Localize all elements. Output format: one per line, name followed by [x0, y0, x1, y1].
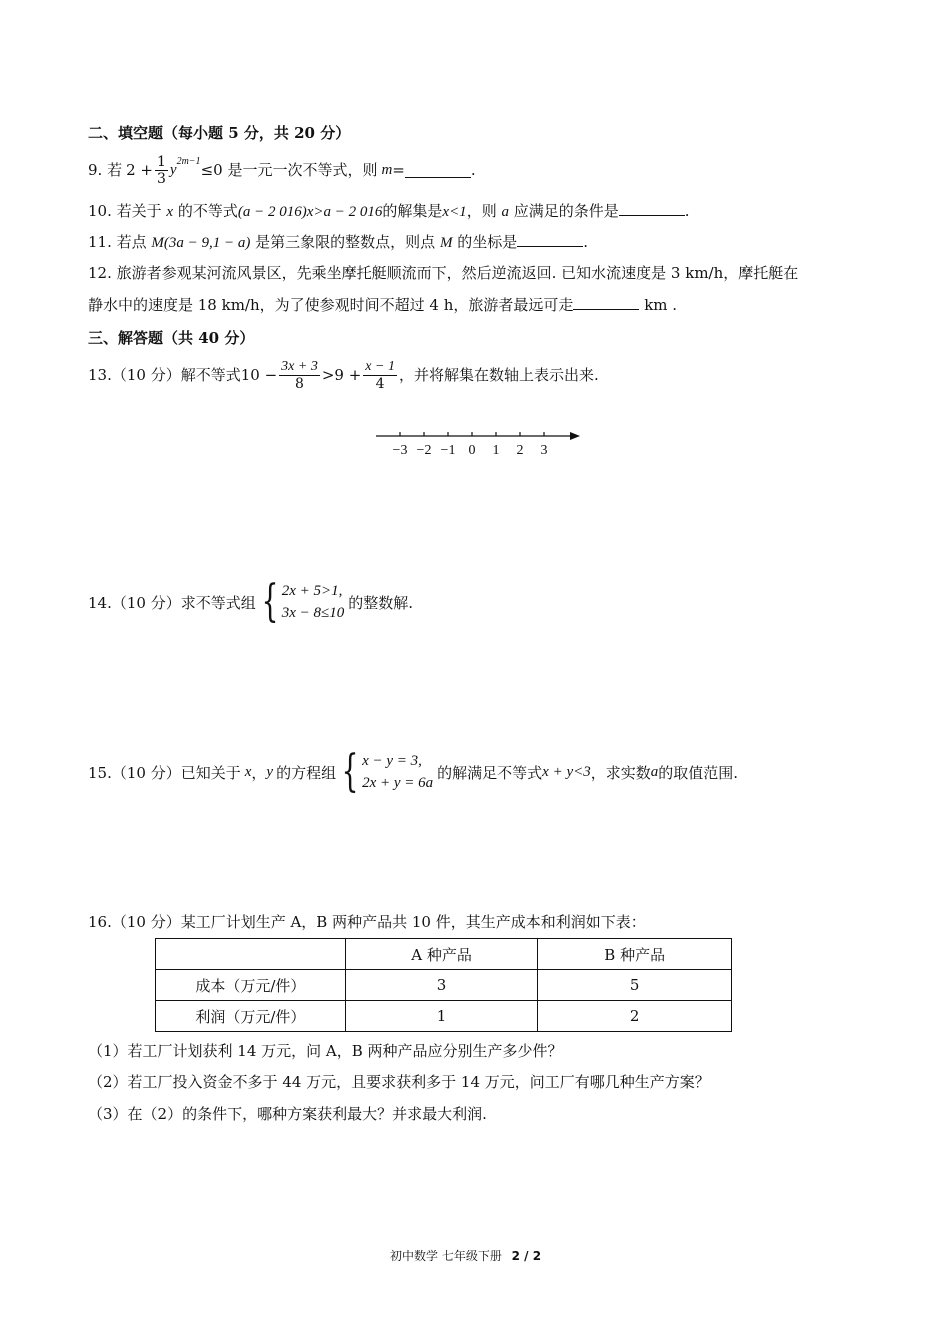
- q14-suffix: 的整数解.: [348, 593, 414, 612]
- q15-suffix-a: 的解满足不等式: [437, 763, 543, 782]
- q11-text-c: 的坐标是: [457, 233, 518, 251]
- question-9: [88, 152, 476, 188]
- q13-fraction-1: [279, 359, 320, 392]
- q9-frac-den: 3: [156, 170, 166, 187]
- q9-eq: =: [392, 161, 405, 179]
- q10-answer-blank[interactable]: [619, 201, 685, 216]
- q12-unit: km .: [644, 296, 678, 314]
- q13-prefix: 13.（10 分）解不等式: [88, 366, 241, 384]
- q13-fraction-2: [363, 359, 397, 392]
- q11-text-b: 是第三象限的整数点，则点: [255, 233, 436, 251]
- question-15: [88, 746, 739, 797]
- q13-f1-den: 8: [295, 375, 304, 392]
- q10-text-a: 10. 若关于: [88, 202, 162, 220]
- q14-brace: {: [261, 576, 279, 627]
- table-cell: 成本（万元/件）: [156, 970, 346, 1001]
- section-heading-fill-in: 二、填空题（每小题 5 分，共 20 分）: [88, 124, 351, 142]
- q15-comma: ，: [251, 763, 267, 782]
- q11-answer-blank[interactable]: [517, 232, 583, 247]
- q9-frac-num: 1: [156, 153, 166, 170]
- number-line-label: 0: [468, 443, 476, 458]
- question-16-intro: 16.（10 分）某工厂计划生产 A，B 两种产品共 10 件，其生产成本和利润如下表：: [88, 913, 646, 931]
- number-line-labels: [393, 443, 548, 458]
- q9-exponent: 2m−1: [176, 156, 201, 167]
- section-heading-solutions: 三、解答题（共 40 分）: [88, 329, 255, 347]
- q15-prefix: 15.（10 分）已知关于: [88, 763, 241, 782]
- q10-text-b: 的不等式: [177, 202, 238, 220]
- q9-answer-blank[interactable]: [405, 163, 471, 178]
- number-line-label: 3: [540, 443, 548, 458]
- table-header-cell: [156, 939, 346, 970]
- q14-system: [256, 576, 345, 627]
- q15-y: y: [266, 763, 274, 780]
- question-14: [88, 576, 414, 627]
- q13-term-a: 10 −: [240, 366, 278, 384]
- q14-line-2: 3x − 8≤10: [281, 605, 345, 621]
- q10-text-d: ，则: [466, 202, 497, 220]
- q13-f1-num: 3x + 3: [281, 358, 318, 374]
- q10-x: x: [166, 204, 174, 220]
- question-12-line-2: [88, 294, 677, 316]
- q9-m: m: [381, 162, 393, 178]
- q15-mid: 的方程组: [276, 763, 337, 782]
- q15-inequality: x + y<3: [542, 763, 591, 780]
- q15-brace: {: [341, 746, 359, 797]
- q13-f2-num: x − 1: [365, 358, 395, 374]
- number-line-label: 1: [492, 443, 500, 458]
- q11-end: .: [583, 233, 589, 251]
- q10-end: .: [684, 202, 690, 220]
- q10-expr: (a − 2 016)x>a − 2 016: [237, 204, 383, 220]
- number-line-arrow: [570, 432, 580, 440]
- q12-answer-blank[interactable]: [573, 295, 639, 310]
- table-cell: 1: [345, 1001, 538, 1032]
- table-cell: 利润（万元/件）: [156, 1001, 346, 1032]
- q11-text-a: 11. 若点: [88, 233, 147, 251]
- q14-prefix: 14.（10 分）求不等式组: [88, 593, 256, 612]
- footer-page-number: 2 / 2: [511, 1249, 542, 1263]
- question-16-part-3: （3）在（2）的条件下，哪种方案获利最大？并求最大利润.: [88, 1105, 487, 1123]
- q15-suffix-b: ，求实数: [590, 763, 651, 782]
- table-header-row: [156, 939, 732, 970]
- q9-var: y: [169, 162, 177, 178]
- number-line: [372, 426, 587, 462]
- q11-point: M(3a − 9,1 − a): [151, 235, 251, 251]
- table-header-cell: B 种产品: [538, 939, 732, 970]
- question-10: [88, 200, 690, 223]
- number-line-label: −2: [416, 443, 432, 458]
- q15-suffix-c: 的取值范围.: [658, 763, 739, 782]
- q12-line2-text: 静水中的速度是 18 km/h，为了使参观时间不超过 4 h，旅游者最远可走: [88, 296, 574, 314]
- q13-suffix: ，并将解集在数轴上表示出来.: [398, 366, 599, 384]
- q10-a: a: [501, 204, 509, 220]
- q10-text-c: 的解集是: [382, 202, 443, 220]
- footer-label: 初中数学 七年级下册: [390, 1249, 502, 1263]
- q15-a: a: [650, 763, 659, 780]
- q9-number: 9. 若: [88, 161, 123, 179]
- q15-x: x: [244, 763, 252, 780]
- question-16-part-2: （2）若工厂投入资金不多于 44 万元，且要求获利多于 14 万元，问工厂有哪几种生产方案？: [88, 1073, 710, 1091]
- table-cell: 3: [345, 970, 538, 1001]
- q9-fraction: [155, 154, 168, 187]
- q11-M: M: [439, 235, 453, 251]
- q15-line-1: x − y = 3,: [362, 753, 422, 769]
- q15-line-2: 2x + y = 6a: [362, 775, 434, 791]
- question-13: [88, 355, 599, 395]
- table-cell: 2: [538, 1001, 732, 1032]
- q15-system: [336, 746, 434, 797]
- question-11: [88, 231, 588, 254]
- q9-term: 2 +: [126, 161, 153, 179]
- table-row: [156, 1001, 732, 1032]
- number-line-label: −3: [392, 443, 408, 458]
- number-line-label: 2: [516, 443, 524, 458]
- q10-text-e: 应满足的条件是: [513, 202, 619, 220]
- table-cell: 5: [538, 970, 732, 1001]
- q14-line-1: 2x + 5>1,: [281, 583, 343, 599]
- q10-solution: x<1: [442, 204, 467, 220]
- page-footer: [390, 1247, 541, 1264]
- table-header-cell: A 种产品: [345, 939, 538, 970]
- cost-profit-table: [155, 938, 732, 1032]
- q9-relation: ≤0 是一元一次不等式，则: [200, 161, 378, 179]
- q13-term-b: >9 +: [321, 366, 362, 384]
- q9-end: .: [470, 161, 476, 179]
- table-row: [156, 970, 732, 1001]
- number-line-label: −1: [440, 443, 456, 458]
- q13-f2-den: 4: [375, 375, 385, 392]
- question-12-line-1: 12. 旅游者参观某河流风景区，先乘坐摩托艇顺流而下，然后逆流返回. 已知水流速度是 3 km/h，摩托艇在: [88, 264, 799, 282]
- question-16-part-1: （1）若工厂计划获利 14 万元，问 A，B 两种产品应分别生产多少件？: [88, 1042, 563, 1060]
